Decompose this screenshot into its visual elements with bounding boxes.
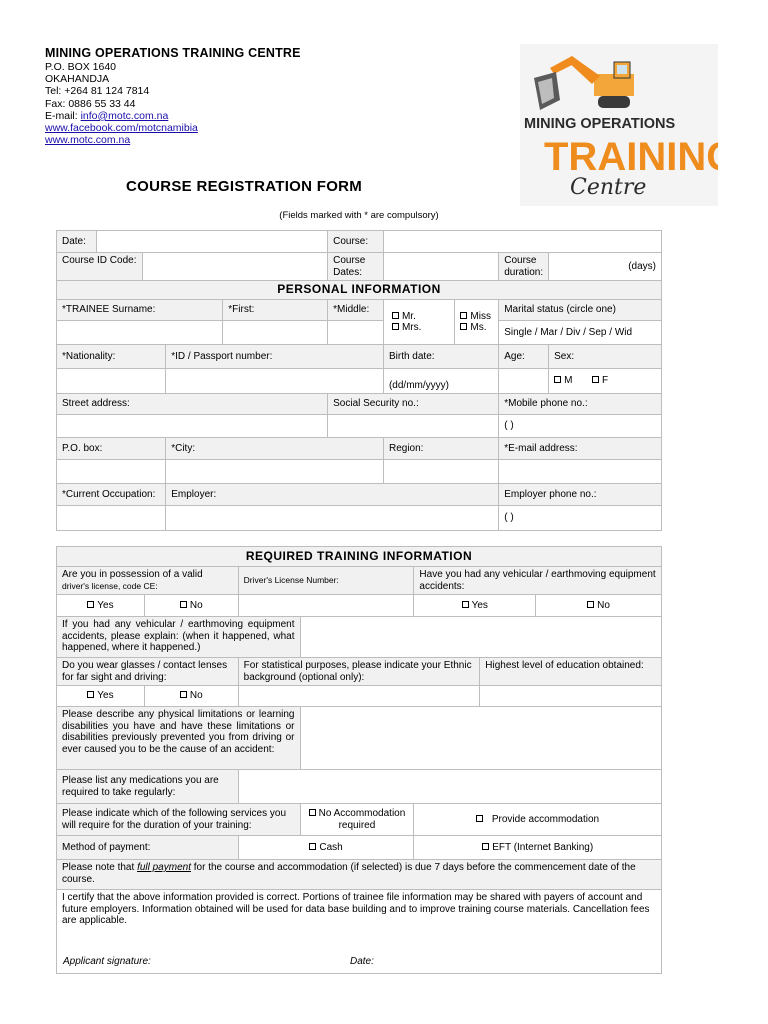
logo-line2: TRAINING	[544, 135, 718, 179]
miss-label: Miss	[470, 310, 491, 322]
accident-no-option[interactable]	[536, 595, 662, 617]
sex-m-checkbox[interactable]	[554, 376, 561, 383]
cash-label: Cash	[319, 841, 343, 853]
glasses-no-checkbox[interactable]	[180, 691, 187, 698]
motc-logo	[520, 44, 718, 206]
email-link[interactable]: info@motc.com.na	[80, 109, 169, 122]
payment-note	[57, 860, 662, 890]
email-address-field[interactable]	[499, 460, 662, 484]
provide-accommodation-checkbox[interactable]	[476, 815, 483, 822]
limitations-label: Please describe any physical limitations or learning disabilities you have and have these limitations or disabilities previously prevented you from driving or ever caused you to be the cause of an accident:	[57, 707, 301, 770]
license-number-field[interactable]	[238, 595, 414, 617]
accident-yes-option[interactable]	[414, 595, 536, 617]
age-label: Age:	[499, 345, 549, 369]
certification-text: I certify that the above information provided is correct. Portions of trainee file information may be shared with payers of account and future employers. Information obtained will be used for data base building and to improve training course materials. Cancellation fees are applicable.	[62, 892, 650, 926]
motc-logo-graphic	[520, 44, 718, 206]
medications-field[interactable]	[238, 770, 661, 804]
license-no-checkbox[interactable]	[180, 601, 187, 608]
employer-phone-label: Employer phone no.:	[499, 484, 662, 506]
marital-status-label: Marital status (circle one)	[499, 300, 662, 321]
license-question	[57, 567, 239, 595]
marital-status-options[interactable]: Single / Mar / Div / Sep / Wid	[499, 321, 662, 345]
birth-date-format: (dd/mm/yyyy)	[388, 379, 449, 391]
surname-field[interactable]	[57, 321, 223, 345]
ethnic-question: For statistical purposes, please indicate your Ethnic background (optional only):	[238, 658, 480, 686]
eft-option[interactable]	[414, 836, 662, 860]
no-accommodation-option[interactable]	[300, 804, 414, 836]
glasses-yes-option[interactable]	[57, 686, 145, 707]
region-label: Region:	[383, 438, 498, 460]
town: OKAHANDJA	[45, 73, 110, 86]
course-duration-label: Course duration:	[499, 253, 549, 281]
social-security-field[interactable]	[328, 415, 499, 438]
education-field[interactable]	[480, 686, 662, 707]
logo-line3: Centre	[570, 175, 647, 200]
po-box-label: P.O. box:	[57, 438, 166, 460]
miss-checkbox[interactable]	[460, 312, 467, 319]
payment-note-post: for the course and accommodation (if selected) is due 7 days before the commencement date of the course.	[62, 862, 636, 885]
accident-explain-label: If you had any vehicular / earthmoving equipment accidents, please explain: (when it happened, what happened, where it happened.)	[57, 617, 301, 658]
payment-note-pre: Please note that	[62, 862, 138, 873]
glasses-yes-checkbox[interactable]	[87, 691, 94, 698]
first-name-field[interactable]	[223, 321, 328, 345]
social-security-label: Social Security no.:	[328, 394, 499, 415]
mrs-label: Mrs.	[401, 322, 422, 333]
surname-label: *TRAINEE Surname:	[57, 300, 223, 321]
ms-label: Ms.	[470, 322, 487, 333]
accident-yes-label: Yes	[471, 599, 488, 611]
mobile-phone-label: *Mobile phone no.:	[499, 394, 662, 415]
course-duration-field[interactable]	[549, 253, 662, 281]
mrs-checkbox[interactable]	[392, 323, 399, 330]
ms-checkbox[interactable]	[460, 323, 467, 330]
first-name-label: *First:	[223, 300, 328, 321]
form-title: COURSE REGISTRATION FORM	[126, 178, 363, 195]
cash-checkbox[interactable]	[309, 843, 316, 850]
license-yes-option[interactable]	[57, 595, 145, 617]
title-options-miss-ms[interactable]	[455, 300, 499, 345]
occupation-field[interactable]	[57, 506, 166, 531]
po-box: P.O. BOX 1640	[45, 61, 117, 73]
sex-f-label: F	[602, 375, 609, 387]
telephone: Tel: +264 81 124 7814	[45, 85, 150, 98]
nationality-field[interactable]	[57, 369, 166, 394]
payment-method-label: Method of payment:	[57, 836, 239, 860]
email-address-label: *E-mail address:	[499, 438, 662, 460]
license-yes-label: Yes	[97, 599, 114, 611]
no-accommodation-label: No Accommodation required	[318, 808, 406, 831]
license-number-label: Driver's License Number:	[238, 567, 414, 595]
po-box-field[interactable]	[57, 460, 166, 484]
personal-info-heading: PERSONAL INFORMATION	[57, 281, 662, 300]
employer-phone-field[interactable]: ( )	[499, 506, 662, 531]
region-field[interactable]	[383, 460, 498, 484]
facebook-link[interactable]: www.facebook.com/motcnamibia	[45, 122, 198, 135]
sex-options[interactable]	[549, 369, 662, 394]
date-field[interactable]	[96, 231, 327, 253]
course-id-field[interactable]	[142, 253, 328, 281]
accident-explain-field[interactable]	[300, 617, 662, 658]
accident-no-checkbox[interactable]	[587, 601, 594, 608]
ethnic-field[interactable]	[238, 686, 480, 707]
course-dates-label: Course Dates:	[328, 253, 384, 281]
street-address-field[interactable]	[57, 415, 328, 438]
website-link[interactable]: www.motc.com.na	[45, 134, 131, 147]
glasses-question: Do you wear glasses / contact lenses for far sight and driving:	[57, 658, 239, 686]
personal-info-table	[56, 230, 662, 531]
accident-question: Have you had any vehicular / earthmoving equipment accidents:	[414, 567, 662, 595]
days-label: (days)	[628, 260, 656, 272]
title-options-mr-mrs[interactable]	[383, 300, 454, 345]
glasses-no-label: No	[189, 690, 203, 702]
id-passport-field[interactable]	[166, 369, 384, 394]
license-no-label: No	[189, 599, 203, 611]
compulsory-note: (Fields marked with * are compulsory)	[279, 210, 439, 221]
mobile-phone-field[interactable]: ( )	[499, 415, 662, 438]
org-name: MINING OPERATIONS TRAINING CENTRE	[45, 46, 301, 60]
license-question-line2: driver's license, code CE:	[62, 580, 158, 591]
license-question-line1: Are you in possession of a valid	[62, 569, 203, 580]
accident-no-label: No	[597, 599, 610, 611]
cash-option[interactable]	[238, 836, 414, 860]
applicant-signature-label: Applicant signature:	[63, 955, 151, 967]
street-address-label: Street address:	[57, 394, 328, 415]
course-id-label: Course ID Code:	[57, 253, 143, 281]
mr-label: Mr.	[401, 310, 416, 322]
occupation-label: *Current Occupation:	[57, 484, 166, 506]
sex-f-checkbox[interactable]	[592, 376, 599, 383]
employer-label: Employer:	[166, 484, 499, 506]
birth-date-field[interactable]	[383, 369, 498, 394]
id-passport-label: *ID / Passport number:	[166, 345, 384, 369]
email-label: E-mail:	[45, 109, 81, 122]
medications-label: Please list any medications you are required to take regularly:	[57, 770, 239, 804]
city-label: *City:	[166, 438, 384, 460]
logo-line1: MINING OPERATIONS	[524, 116, 676, 132]
no-accommodation-checkbox[interactable]	[309, 809, 316, 816]
middle-name-label: *Middle:	[328, 300, 384, 321]
limitations-field[interactable]	[300, 707, 662, 770]
eft-label: EFT (Internet Banking)	[492, 841, 594, 853]
training-info-heading: REQUIRED TRAINING INFORMATION	[57, 547, 662, 567]
middle-name-field[interactable]	[328, 321, 384, 345]
provide-accommodation-label: Provide accommodation	[491, 813, 600, 825]
sex-m-label: M	[564, 375, 573, 387]
org-contact-block	[45, 46, 365, 146]
city-field[interactable]	[166, 460, 384, 484]
employer-field[interactable]	[166, 506, 499, 531]
accident-yes-checkbox[interactable]	[462, 601, 469, 608]
nationality-label: *Nationality:	[57, 345, 166, 369]
birth-date-label: Birth date:	[383, 345, 498, 369]
date-label: Date:	[57, 231, 97, 253]
eft-checkbox[interactable]	[482, 843, 489, 850]
services-label: Please indicate which of the following services you will require for the duration of your training:	[57, 804, 301, 836]
mr-checkbox[interactable]	[392, 312, 399, 319]
signature-date-label: Date:	[350, 955, 374, 967]
sex-label: Sex:	[549, 345, 662, 369]
age-field[interactable]	[499, 369, 549, 394]
course-field[interactable]	[383, 231, 661, 253]
provide-accommodation-option[interactable]	[414, 804, 662, 836]
course-label: Course:	[328, 231, 384, 253]
course-dates-field[interactable]	[383, 253, 498, 281]
license-yes-checkbox[interactable]	[87, 601, 94, 608]
training-info-table	[56, 546, 662, 974]
license-no-option[interactable]	[144, 595, 238, 617]
certification-block	[57, 890, 662, 974]
email-line	[45, 110, 365, 122]
education-question: Highest level of education obtained:	[480, 658, 662, 686]
fax: Fax: 0886 55 33 44	[45, 97, 136, 110]
glasses-yes-label: Yes	[97, 690, 114, 702]
glasses-no-option[interactable]	[144, 686, 238, 707]
payment-note-emphasis: full payment	[137, 862, 191, 873]
